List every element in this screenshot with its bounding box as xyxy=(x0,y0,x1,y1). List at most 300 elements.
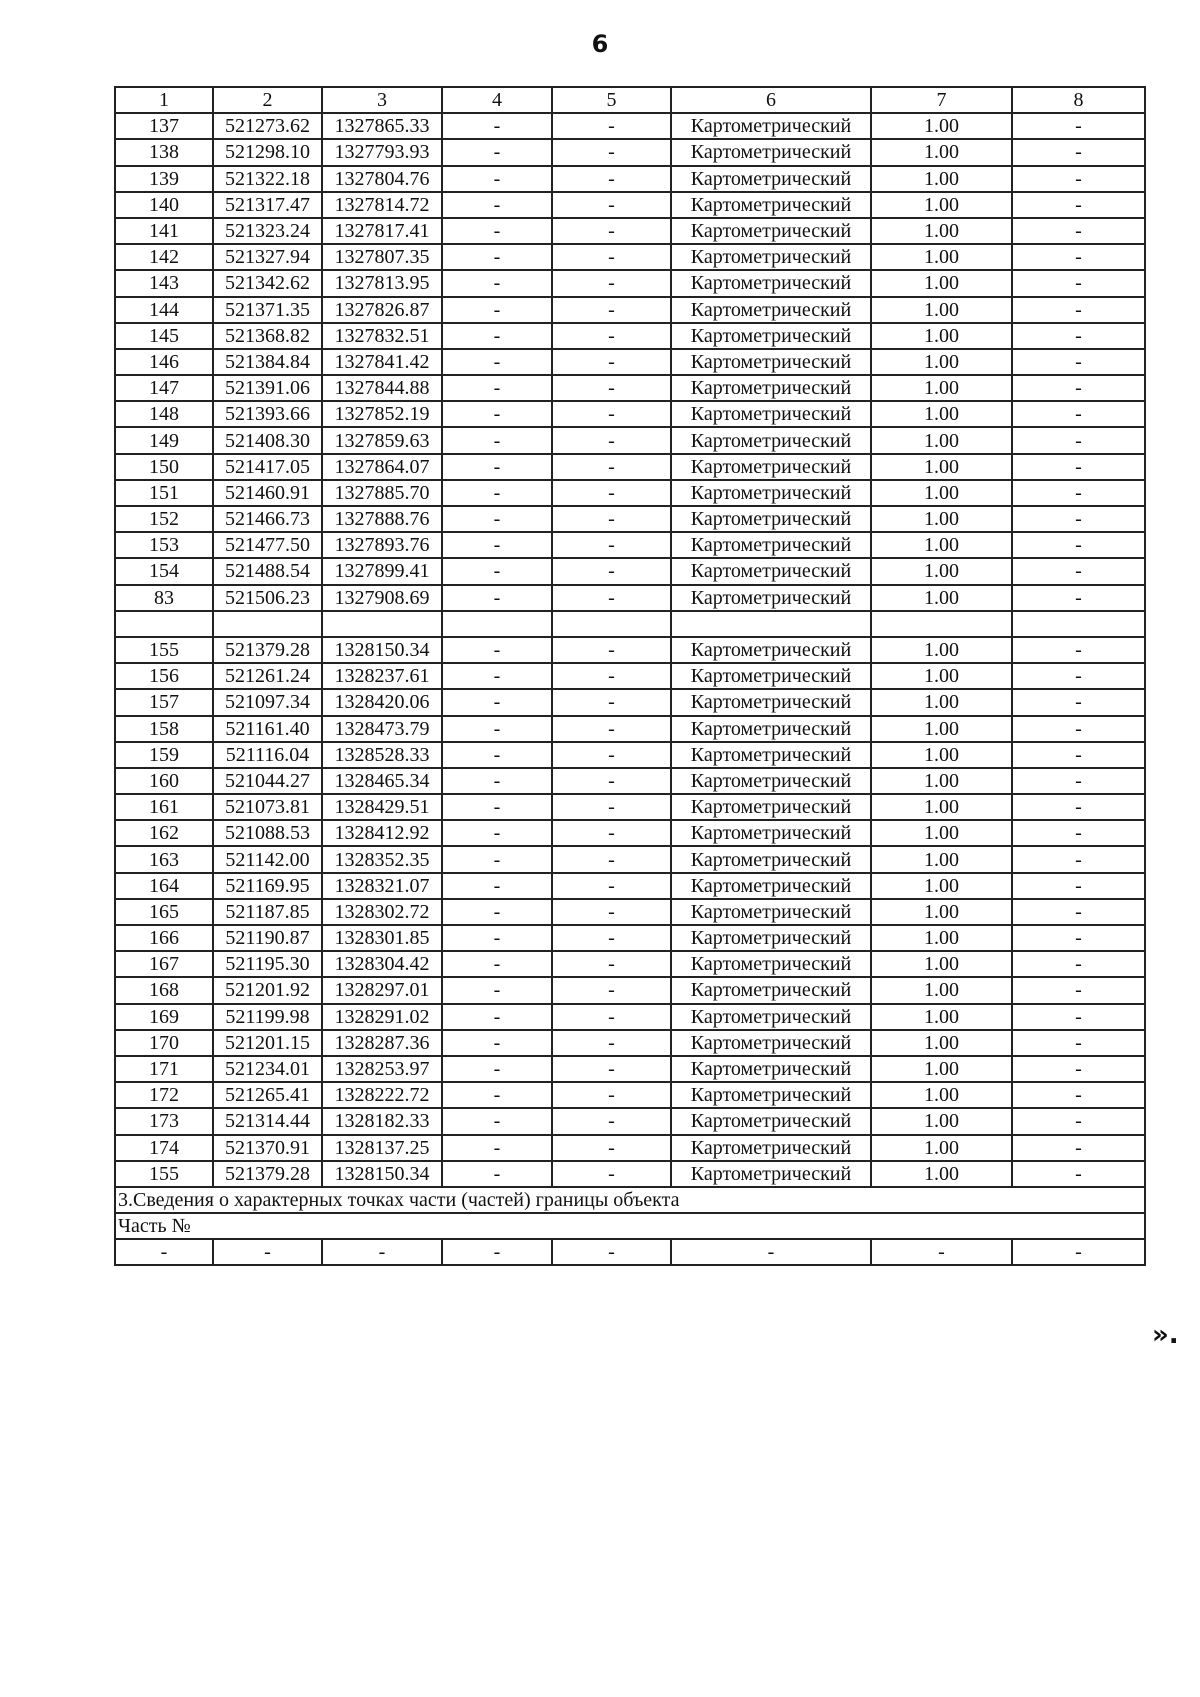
coord-x-cell: 521384.84 xyxy=(213,349,322,375)
col5-value-cell: - xyxy=(552,1030,671,1056)
table-row xyxy=(115,506,1145,532)
coord-x-cell: 521190.87 xyxy=(213,925,322,951)
table-row xyxy=(115,113,1145,139)
col8-value-cell: - xyxy=(1012,768,1145,794)
coord-x-cell: 521261.24 xyxy=(213,663,322,689)
col8-value-cell: - xyxy=(1012,427,1145,453)
table-row xyxy=(115,951,1145,977)
col8-value-cell: - xyxy=(1012,218,1145,244)
point-number-cell: 155 xyxy=(115,637,213,663)
point-number-cell: 166 xyxy=(115,925,213,951)
col8-value-cell: - xyxy=(1012,1161,1145,1187)
table-row xyxy=(115,454,1145,480)
col5-value-cell: - xyxy=(552,218,671,244)
coord-y-cell: 1327859.63 xyxy=(322,427,442,453)
point-number-cell: 173 xyxy=(115,1108,213,1134)
col8-value-cell: - xyxy=(1012,297,1145,323)
col4-value-cell: - xyxy=(442,663,552,689)
col4-value-cell: - xyxy=(442,166,552,192)
col4-value-cell: - xyxy=(442,637,552,663)
point-number-cell: 168 xyxy=(115,977,213,1003)
col5-value-cell: - xyxy=(552,139,671,165)
table-row xyxy=(115,166,1145,192)
table-row xyxy=(115,270,1145,296)
accuracy-cell: 1.00 xyxy=(871,532,1012,558)
col4-value-cell: - xyxy=(442,951,552,977)
col5-value-cell: - xyxy=(552,192,671,218)
col5-value-cell: - xyxy=(552,427,671,453)
method-cell: Картометрический xyxy=(671,873,871,899)
col4-value-cell: - xyxy=(442,1030,552,1056)
col4-value-cell: - xyxy=(442,820,552,846)
col5-value-cell: - xyxy=(552,689,671,715)
col5-value-cell: - xyxy=(552,1082,671,1108)
accuracy-cell: 1.00 xyxy=(871,480,1012,506)
method-cell: Картометрический xyxy=(671,1161,871,1187)
col4-value-cell: - xyxy=(442,585,552,611)
coord-x-cell: 521199.98 xyxy=(213,1004,322,1030)
method-cell: Картометрический xyxy=(671,1135,871,1161)
point-number-cell: 137 xyxy=(115,113,213,139)
col8-value-cell: - xyxy=(1012,113,1145,139)
method-cell: Картометрический xyxy=(671,113,871,139)
coord-x-cell: 521506.23 xyxy=(213,585,322,611)
col5-value-cell: - xyxy=(552,794,671,820)
method-cell: Картометрический xyxy=(671,689,871,715)
point-number-cell: 156 xyxy=(115,663,213,689)
col5-value-cell: - xyxy=(552,558,671,584)
part-cell: - xyxy=(871,1239,1012,1265)
coord-y-cell: 1328301.85 xyxy=(322,925,442,951)
col4-value-cell: - xyxy=(442,532,552,558)
coord-y-cell: 1327885.70 xyxy=(322,480,442,506)
col4-value-cell: - xyxy=(442,139,552,165)
accuracy-cell: 1.00 xyxy=(871,506,1012,532)
coord-x-cell: 521477.50 xyxy=(213,532,322,558)
method-cell: Картометрический xyxy=(671,506,871,532)
point-number-cell: 160 xyxy=(115,768,213,794)
part-cell: - xyxy=(115,1239,213,1265)
method-cell: Картометрический xyxy=(671,427,871,453)
accuracy-cell: 1.00 xyxy=(871,139,1012,165)
method-cell: Картометрический xyxy=(671,794,871,820)
col5-value-cell: - xyxy=(552,1108,671,1134)
coord-y-cell: 1328465.34 xyxy=(322,768,442,794)
coord-y-cell: 1328429.51 xyxy=(322,794,442,820)
coord-x-cell: 521142.00 xyxy=(213,846,322,872)
method-cell: Картометрический xyxy=(671,375,871,401)
accuracy-cell: 1.00 xyxy=(871,1161,1012,1187)
method-cell: Картометрический xyxy=(671,899,871,925)
col5-value-cell: - xyxy=(552,166,671,192)
point-number-cell: 170 xyxy=(115,1030,213,1056)
accuracy-cell: 1.00 xyxy=(871,558,1012,584)
col8-value-cell: - xyxy=(1012,323,1145,349)
coord-y-cell: 1328291.02 xyxy=(322,1004,442,1030)
col5-value-cell: - xyxy=(552,297,671,323)
col5-value-cell: - xyxy=(552,375,671,401)
point-number-cell: 155 xyxy=(115,1161,213,1187)
coord-y-cell: 1328412.92 xyxy=(322,820,442,846)
coord-x-cell: 521073.81 xyxy=(213,794,322,820)
coord-y-cell: 1328321.07 xyxy=(322,873,442,899)
point-number-cell: 140 xyxy=(115,192,213,218)
coord-y-cell: 1328253.97 xyxy=(322,1056,442,1082)
method-cell: Картометрический xyxy=(671,768,871,794)
header-cell: 1 xyxy=(115,87,213,113)
col4-value-cell: - xyxy=(442,113,552,139)
col8-value-cell xyxy=(1012,611,1145,637)
header-cell: 4 xyxy=(442,87,552,113)
point-number-cell: 151 xyxy=(115,480,213,506)
coord-y-cell: 1327807.35 xyxy=(322,244,442,270)
method-cell: Картометрический xyxy=(671,951,871,977)
accuracy-cell: 1.00 xyxy=(871,349,1012,375)
coord-x-cell: 521327.94 xyxy=(213,244,322,270)
col4-value-cell: - xyxy=(442,716,552,742)
col8-value-cell: - xyxy=(1012,558,1145,584)
point-number-cell: 154 xyxy=(115,558,213,584)
col4-value-cell: - xyxy=(442,1161,552,1187)
point-number-cell: 138 xyxy=(115,139,213,165)
accuracy-cell: 1.00 xyxy=(871,1108,1012,1134)
col4-value-cell: - xyxy=(442,794,552,820)
method-cell: Картометрический xyxy=(671,925,871,951)
point-number-cell: 171 xyxy=(115,1056,213,1082)
coord-y-cell: 1328473.79 xyxy=(322,716,442,742)
table-row xyxy=(115,323,1145,349)
accuracy-cell: 1.00 xyxy=(871,689,1012,715)
coord-y-cell: 1328302.72 xyxy=(322,899,442,925)
col5-value-cell: - xyxy=(552,951,671,977)
col4-value-cell: - xyxy=(442,192,552,218)
method-cell: Картометрический xyxy=(671,742,871,768)
coord-x-cell: 521265.41 xyxy=(213,1082,322,1108)
accuracy-cell: 1.00 xyxy=(871,166,1012,192)
method-cell: Картометрический xyxy=(671,218,871,244)
col8-value-cell: - xyxy=(1012,820,1145,846)
table-row xyxy=(115,716,1145,742)
coord-x-cell: 521317.47 xyxy=(213,192,322,218)
method-cell: Картометрический xyxy=(671,1082,871,1108)
method-cell: Картометрический xyxy=(671,820,871,846)
accuracy-cell: 1.00 xyxy=(871,192,1012,218)
coord-y-cell: 1327865.33 xyxy=(322,113,442,139)
col8-value-cell: - xyxy=(1012,794,1145,820)
col4-value-cell: - xyxy=(442,689,552,715)
coord-y-cell: 1328137.25 xyxy=(322,1135,442,1161)
col4-value-cell: - xyxy=(442,558,552,584)
col5-value-cell: - xyxy=(552,1004,671,1030)
coord-y-cell: 1327852.19 xyxy=(322,401,442,427)
col5-value-cell: - xyxy=(552,846,671,872)
coord-x-cell: 521116.04 xyxy=(213,742,322,768)
coord-x-cell: 521169.95 xyxy=(213,873,322,899)
accuracy-cell: 1.00 xyxy=(871,925,1012,951)
coord-y-cell: 1327814.72 xyxy=(322,192,442,218)
col4-value-cell: - xyxy=(442,1135,552,1161)
coord-x-cell: 521391.06 xyxy=(213,375,322,401)
method-cell: Картометрический xyxy=(671,454,871,480)
accuracy-cell: 1.00 xyxy=(871,270,1012,296)
point-number-cell: 148 xyxy=(115,401,213,427)
part-row xyxy=(115,1239,1145,1265)
table-row xyxy=(115,349,1145,375)
col8-value-cell: - xyxy=(1012,1082,1145,1108)
accuracy-cell: 1.00 xyxy=(871,401,1012,427)
accuracy-cell: 1.00 xyxy=(871,454,1012,480)
table-row xyxy=(115,611,1145,637)
coord-x-cell: 521460.91 xyxy=(213,480,322,506)
point-number-cell: 143 xyxy=(115,270,213,296)
coord-x-cell xyxy=(213,611,322,637)
coord-y-cell: 1327899.41 xyxy=(322,558,442,584)
coord-y-cell: 1328237.61 xyxy=(322,663,442,689)
header-cell: 3 xyxy=(322,87,442,113)
coord-x-cell: 521417.05 xyxy=(213,454,322,480)
col4-value-cell: - xyxy=(442,375,552,401)
point-number-cell: 149 xyxy=(115,427,213,453)
col4-value-cell: - xyxy=(442,349,552,375)
table-row xyxy=(115,401,1145,427)
method-cell: Картометрический xyxy=(671,585,871,611)
header-cell: 7 xyxy=(871,87,1012,113)
col5-value-cell: - xyxy=(552,873,671,899)
method-cell: Картометрический xyxy=(671,139,871,165)
table-row xyxy=(115,218,1145,244)
col8-value-cell: - xyxy=(1012,1030,1145,1056)
coord-y-cell: 1327841.42 xyxy=(322,349,442,375)
table-row xyxy=(115,1056,1145,1082)
coord-x-cell: 521201.15 xyxy=(213,1030,322,1056)
col4-value-cell: - xyxy=(442,427,552,453)
method-cell: Картометрический xyxy=(671,166,871,192)
section-title: 3.Сведения о характерных точках части (частей) границы объекта xyxy=(115,1187,1145,1213)
part-cell: - xyxy=(552,1239,671,1265)
method-cell xyxy=(671,611,871,637)
coord-y-cell: 1328287.36 xyxy=(322,1030,442,1056)
coord-x-cell: 521379.28 xyxy=(213,1161,322,1187)
col5-value-cell: - xyxy=(552,899,671,925)
closing-quote-mark: ». xyxy=(1152,1320,1179,1350)
point-number-cell: 144 xyxy=(115,297,213,323)
point-number-cell xyxy=(115,611,213,637)
accuracy-cell: 1.00 xyxy=(871,846,1012,872)
coord-x-cell: 521368.82 xyxy=(213,323,322,349)
col4-value-cell: - xyxy=(442,846,552,872)
col8-value-cell: - xyxy=(1012,506,1145,532)
table-row xyxy=(115,899,1145,925)
header-cell: 5 xyxy=(552,87,671,113)
coord-y-cell: 1328420.06 xyxy=(322,689,442,715)
table-row xyxy=(115,192,1145,218)
accuracy-cell: 1.00 xyxy=(871,742,1012,768)
col8-value-cell: - xyxy=(1012,270,1145,296)
table-row xyxy=(115,873,1145,899)
method-cell: Картометрический xyxy=(671,297,871,323)
table-row xyxy=(115,1108,1145,1134)
method-cell: Картометрический xyxy=(671,846,871,872)
coord-y-cell: 1328222.72 xyxy=(322,1082,442,1108)
accuracy-cell: 1.00 xyxy=(871,244,1012,270)
accuracy-cell: 1.00 xyxy=(871,899,1012,925)
col4-value-cell: - xyxy=(442,873,552,899)
col4-value-cell: - xyxy=(442,977,552,1003)
part-cell: - xyxy=(213,1239,322,1265)
coord-y-cell: 1327908.69 xyxy=(322,585,442,611)
accuracy-cell: 1.00 xyxy=(871,716,1012,742)
method-cell: Картометрический xyxy=(671,558,871,584)
col8-value-cell: - xyxy=(1012,925,1145,951)
part-cell: - xyxy=(322,1239,442,1265)
col8-value-cell: - xyxy=(1012,951,1145,977)
accuracy-cell: 1.00 xyxy=(871,820,1012,846)
accuracy-cell: 1.00 xyxy=(871,113,1012,139)
col4-value-cell: - xyxy=(442,454,552,480)
table-row xyxy=(115,558,1145,584)
part-label: Часть № xyxy=(115,1213,1145,1239)
point-number-cell: 158 xyxy=(115,716,213,742)
col5-value-cell: - xyxy=(552,401,671,427)
accuracy-cell: 1.00 xyxy=(871,427,1012,453)
boundary-points-table xyxy=(114,86,1146,1266)
table-row xyxy=(115,1135,1145,1161)
point-number-cell: 161 xyxy=(115,794,213,820)
coord-x-cell: 521161.40 xyxy=(213,716,322,742)
accuracy-cell: 1.00 xyxy=(871,585,1012,611)
coord-y-cell: 1328304.42 xyxy=(322,951,442,977)
col5-value-cell: - xyxy=(552,742,671,768)
col5-value-cell: - xyxy=(552,820,671,846)
accuracy-cell: 1.00 xyxy=(871,951,1012,977)
coord-x-cell: 521322.18 xyxy=(213,166,322,192)
coord-y-cell xyxy=(322,611,442,637)
accuracy-cell: 1.00 xyxy=(871,323,1012,349)
col8-value-cell: - xyxy=(1012,454,1145,480)
col8-value-cell: - xyxy=(1012,375,1145,401)
accuracy-cell: 1.00 xyxy=(871,873,1012,899)
coord-x-cell: 521273.62 xyxy=(213,113,322,139)
part-cell: - xyxy=(442,1239,552,1265)
col4-value-cell: - xyxy=(442,244,552,270)
coord-y-cell: 1327817.41 xyxy=(322,218,442,244)
coord-y-cell: 1327888.76 xyxy=(322,506,442,532)
method-cell: Картометрический xyxy=(671,244,871,270)
part-cell: - xyxy=(671,1239,871,1265)
col8-value-cell: - xyxy=(1012,899,1145,925)
col4-value-cell: - xyxy=(442,323,552,349)
table-row xyxy=(115,480,1145,506)
table-row xyxy=(115,742,1145,768)
accuracy-cell: 1.00 xyxy=(871,1004,1012,1030)
header-cell: 8 xyxy=(1012,87,1145,113)
coord-x-cell: 521408.30 xyxy=(213,427,322,453)
coord-x-cell: 521314.44 xyxy=(213,1108,322,1134)
method-cell: Картометрический xyxy=(671,1030,871,1056)
part-cell: - xyxy=(1012,1239,1145,1265)
col8-value-cell: - xyxy=(1012,637,1145,663)
table-row xyxy=(115,297,1145,323)
coord-x-cell: 521371.35 xyxy=(213,297,322,323)
method-cell: Картометрический xyxy=(671,349,871,375)
coord-y-cell: 1328297.01 xyxy=(322,977,442,1003)
coord-x-cell: 521044.27 xyxy=(213,768,322,794)
point-number-cell: 142 xyxy=(115,244,213,270)
col4-value-cell: - xyxy=(442,218,552,244)
method-cell: Картометрический xyxy=(671,270,871,296)
coord-y-cell: 1327864.07 xyxy=(322,454,442,480)
col5-value-cell: - xyxy=(552,716,671,742)
part-label-row xyxy=(115,1213,1145,1239)
header-cell: 6 xyxy=(671,87,871,113)
point-number-cell: 174 xyxy=(115,1135,213,1161)
point-number-cell: 139 xyxy=(115,166,213,192)
header-cell: 2 xyxy=(213,87,322,113)
col8-value-cell: - xyxy=(1012,977,1145,1003)
col8-value-cell: - xyxy=(1012,192,1145,218)
table-row xyxy=(115,977,1145,1003)
coord-y-cell: 1327813.95 xyxy=(322,270,442,296)
coord-y-cell: 1328528.33 xyxy=(322,742,442,768)
table-row xyxy=(115,1030,1145,1056)
col8-value-cell: - xyxy=(1012,585,1145,611)
coord-y-cell: 1328182.33 xyxy=(322,1108,442,1134)
col4-value-cell: - xyxy=(442,925,552,951)
coord-y-cell: 1327893.76 xyxy=(322,532,442,558)
coord-x-cell: 521201.92 xyxy=(213,977,322,1003)
col4-value-cell: - xyxy=(442,480,552,506)
point-number-cell: 152 xyxy=(115,506,213,532)
col5-value-cell: - xyxy=(552,1135,671,1161)
coord-x-cell: 521466.73 xyxy=(213,506,322,532)
table-row xyxy=(115,1004,1145,1030)
method-cell: Картометрический xyxy=(671,663,871,689)
col8-value-cell: - xyxy=(1012,689,1145,715)
col4-value-cell: - xyxy=(442,899,552,925)
coord-x-cell: 521097.34 xyxy=(213,689,322,715)
col5-value-cell: - xyxy=(552,585,671,611)
section-title-row xyxy=(115,1187,1145,1213)
col4-value-cell: - xyxy=(442,297,552,323)
coord-y-cell: 1327826.87 xyxy=(322,297,442,323)
coord-y-cell: 1327844.88 xyxy=(322,375,442,401)
method-cell: Картометрический xyxy=(671,977,871,1003)
table-header-row xyxy=(115,87,1145,113)
col4-value-cell xyxy=(442,611,552,637)
point-number-cell: 153 xyxy=(115,532,213,558)
col8-value-cell: - xyxy=(1012,1108,1145,1134)
point-number-cell: 157 xyxy=(115,689,213,715)
col8-value-cell: - xyxy=(1012,1135,1145,1161)
coord-x-cell: 521323.24 xyxy=(213,218,322,244)
table-row xyxy=(115,794,1145,820)
table-row xyxy=(115,925,1145,951)
accuracy-cell: 1.00 xyxy=(871,637,1012,663)
point-number-cell: 162 xyxy=(115,820,213,846)
col4-value-cell: - xyxy=(442,742,552,768)
col5-value-cell: - xyxy=(552,244,671,270)
table-row xyxy=(115,637,1145,663)
coord-x-cell: 521342.62 xyxy=(213,270,322,296)
col8-value-cell: - xyxy=(1012,1004,1145,1030)
col8-value-cell: - xyxy=(1012,244,1145,270)
method-cell: Картометрический xyxy=(671,1108,871,1134)
col8-value-cell: - xyxy=(1012,742,1145,768)
col5-value-cell: - xyxy=(552,270,671,296)
accuracy-cell: 1.00 xyxy=(871,1030,1012,1056)
table-row xyxy=(115,846,1145,872)
point-number-cell: 150 xyxy=(115,454,213,480)
